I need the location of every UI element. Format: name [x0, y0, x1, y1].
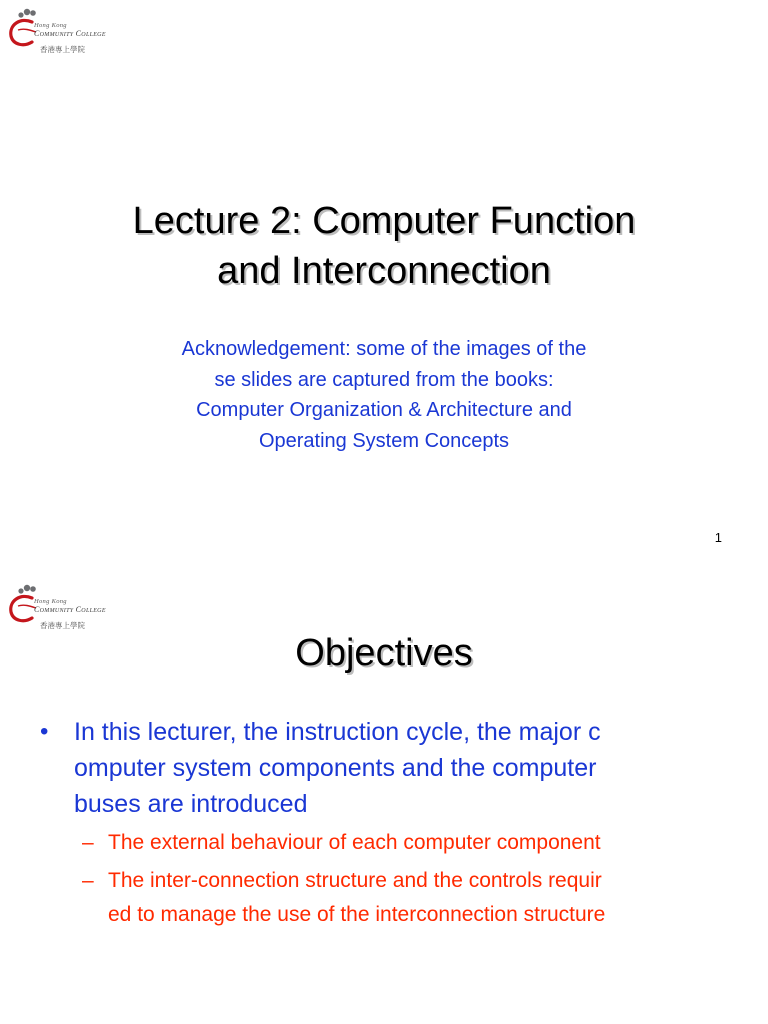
- bullet-marker: •: [40, 718, 49, 745]
- college-logo: [6, 584, 122, 628]
- objective-bullet-text: [74, 714, 601, 822]
- college-logo-chinese: 香港專上學院: [40, 621, 85, 630]
- college-logo-english: [34, 22, 106, 38]
- logo-english-line-1: Hong Kong: [34, 22, 67, 29]
- logo-english-line-2: Community College: [34, 29, 106, 38]
- logo-english-line-1: Hong Kong: [34, 598, 67, 605]
- slide-1-title: [0, 196, 768, 296]
- sub-bullet-line: The external behaviour of each computer component: [108, 831, 601, 854]
- acknowledgement-line: Computer Organization & Architecture and: [196, 399, 572, 421]
- objective-bullet-line: omputer system components and the computer: [74, 754, 597, 782]
- acknowledgement-line: Acknowledgement: some of the images of the: [181, 338, 587, 360]
- slide-1-title-line: Lecture 2: Computer Function: [132, 200, 636, 242]
- college-logo-english: [34, 598, 106, 614]
- slide-2: [0, 562, 768, 1024]
- college-logo: [6, 8, 122, 52]
- sub-bullet-line: The inter-connection structure and the controls requir: [108, 869, 602, 892]
- page-number: 1: [714, 530, 722, 545]
- acknowledgement-line: Operating System Concepts: [258, 429, 510, 452]
- college-logo-chinese: 香港專上學院: [40, 45, 85, 54]
- slide-2-title: Objectives: [295, 632, 473, 674]
- sub-bullet-marker: –: [82, 869, 94, 892]
- acknowledgement-line: se slides are captured from the books:: [214, 368, 554, 391]
- acknowledgement: [0, 334, 768, 456]
- sub-bullet-line: ed to manage the use of the interconnection structure: [108, 903, 606, 926]
- objective-bullet-line: In this lecturer, the instruction cycle, the major c: [74, 718, 601, 746]
- sub-bullet-marker: –: [82, 831, 94, 854]
- objective-bullet-line: buses are introduced: [74, 790, 308, 818]
- slide-1-title-line: and Interconnection: [217, 250, 551, 292]
- sub-bullet-text: [108, 864, 605, 932]
- sub-bullet-text: [108, 826, 601, 860]
- logo-english-line-2: Community College: [34, 605, 106, 614]
